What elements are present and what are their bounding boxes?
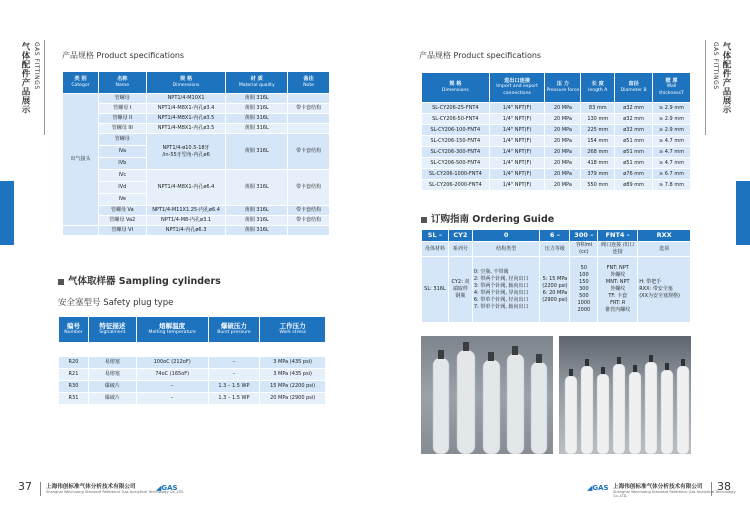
table-cell: 74oC (165oF) (136, 369, 208, 381)
table-cell: IVd (98, 182, 146, 194)
table-cell: IVb (98, 158, 146, 170)
table-cell: 1/4" NPT(F) (489, 147, 545, 158)
col-name: 名称 Name (98, 72, 146, 94)
col-connections: 进出口连接 Import and export connections (489, 73, 545, 103)
company-name-en: Shanghai Weichuang Standard Reference Gas Analytical Technology Co.,LTD. (46, 490, 185, 494)
table-cell: 1.3 – 1.5 WP (208, 393, 260, 405)
gas-logo (156, 484, 178, 492)
table-cell: 爆破片 (88, 393, 136, 405)
table-cell: 20 MPa (545, 136, 581, 147)
sampling-cylinders-photo-right (559, 336, 691, 454)
table-cell: 黄铜 316L (226, 134, 288, 170)
table-cell: 爆破片 (88, 381, 136, 393)
table-cell: 20 MPa (545, 169, 581, 180)
table-cell: 20 MPa (545, 158, 581, 169)
table-cell: 管螺母 III (98, 124, 146, 134)
table-cell: 管螺母 VI (98, 226, 146, 236)
table-cell (288, 124, 330, 134)
col-category: 类 别 Categor (63, 72, 99, 94)
side-title-en-text: GAS FITTINGS (712, 42, 719, 90)
right-page (375, 0, 750, 512)
table-cell: 带卡套结构 (288, 216, 330, 226)
label-cell: 压力等级 (540, 242, 570, 257)
connection-line: TF: 卡套 (608, 293, 628, 299)
table-row (422, 136, 691, 147)
table-cell: NPT1/4-M10X1 (146, 94, 226, 104)
order-heading (421, 211, 554, 225)
volume-line: 1000 (577, 300, 591, 306)
label-cell: 阀口连接 /出口连接 (598, 242, 638, 257)
code-series: CY2 (448, 230, 472, 242)
spacer-row (59, 343, 326, 357)
square-bullet-icon (58, 279, 64, 285)
table-cell: 管螺母 I (98, 104, 146, 114)
table-cell: NPT1/4-M8X1-内孔ø3.4 (146, 104, 226, 114)
structure-line: 3: 带两个针阀, 轴向出口 (473, 282, 529, 289)
structure-line: 0: 空瓶, 不带阀 (473, 268, 509, 275)
table-cell: ø76 mm (615, 169, 653, 180)
page-number: 38 (717, 480, 731, 493)
blue-edge-tab (736, 181, 750, 245)
table-row (422, 125, 691, 136)
table-cell: R20 (59, 357, 89, 369)
logo-mark-icon: ◢ (587, 484, 593, 492)
table-row (422, 158, 691, 169)
table-cell: ø51 mm (615, 136, 653, 147)
table-cell: 225 mm (581, 125, 615, 136)
table-cell: 管螺母 Va (98, 206, 146, 216)
table-cell: R21 (59, 369, 89, 381)
safety-plug-table (58, 316, 326, 405)
table-cell: 20 MPa (2900 psi) (260, 393, 326, 405)
pressure-line: 6: 20 MPa (542, 289, 568, 296)
table-cell: 管螺母 Va2 (98, 216, 146, 226)
table-cell: 1/4" NPT(F) (489, 103, 545, 114)
table-row (422, 103, 691, 114)
connection-line: MNT: NPT (605, 279, 630, 285)
series-cell: CY2: 双端取样 钢瓶 (448, 257, 472, 323)
table-cell: 1/4" NPT(F) (489, 114, 545, 125)
structure-line: 2: 带两个针阀, 径向出口 (473, 275, 529, 282)
table-cell: – (208, 369, 260, 381)
table-cell: ≥ 4.7 mm (653, 158, 691, 169)
table-cell: 带卡套结构 (288, 206, 330, 216)
footer (613, 482, 750, 498)
side-title (20, 42, 30, 114)
options-line: H: 带把手 (639, 279, 662, 285)
table-cell: SL-CY206-50-FNT4 (422, 114, 490, 125)
table-cell: SL-CY206-300-FNT4 (422, 147, 490, 158)
square-bullet-icon (421, 217, 427, 223)
col-length: 长 度 length A (581, 73, 615, 103)
gas-logo (587, 484, 609, 492)
table-cell: 黄铜 316L (226, 114, 288, 124)
table-cell: 15 MPa (2200 psi) (260, 381, 326, 393)
table-cell: 管螺母 (98, 94, 146, 104)
table-cell: 1/4" NPT(F) (489, 136, 545, 147)
table-cell: R31 (59, 393, 89, 405)
table-cell: 带卡套结构 (288, 104, 330, 114)
table-row (422, 114, 691, 125)
table-cell: SL-CY206-1000-FNT4 (422, 169, 490, 180)
options-line: RXX: 带安全塞 (639, 286, 673, 292)
table-cell: ≥ 4.7 mm (653, 147, 691, 158)
table-cell: ø32 mm (615, 103, 653, 114)
side-title (721, 42, 731, 114)
connection-line: 锥管内螺纹 (605, 307, 631, 313)
table-cell: 379 mm (581, 169, 615, 180)
col-signalment: 特征描述 Signalment (88, 317, 136, 343)
table-cell: ø32 mm (615, 125, 653, 136)
table-cell: ≥ 2.9 mm (653, 125, 691, 136)
table-cell: 黄铜 316L (226, 206, 288, 216)
company-name: 上海伟创标准气体分析技术有限公司 (613, 484, 703, 490)
table-cell: SL-CY206-25-FNT4 (422, 103, 490, 114)
table-cell: – (136, 381, 208, 393)
cylinders-image (559, 336, 691, 454)
table-cell: 154 mm (581, 136, 615, 147)
table-cell: NPT1/4-M11X1.25-内孔ø6.4 (146, 206, 226, 216)
side-title-en (710, 42, 720, 90)
col-dimensions: 规 格 Dimensions (146, 72, 226, 94)
table-cell: 管螺母 (98, 134, 146, 146)
connection-line: 外螺纹 (610, 272, 626, 278)
table-cell: ø32 mm (615, 114, 653, 125)
cylinders-image (421, 336, 553, 454)
table-cell: 黄铜 316L (226, 226, 288, 236)
table-cell: ø51 mm (615, 158, 653, 169)
table-cell: 带卡套结构 (288, 170, 330, 206)
table-cell: 黄铜 316L (226, 104, 288, 114)
order-heading-text: 订购指南 Ordering Guide (431, 214, 555, 225)
table-cell: 黄铜 316L (226, 170, 288, 206)
volume-cell (570, 257, 598, 323)
table-cell: 20 MPa (545, 180, 581, 191)
table-cell: ≥ 7.8 mm (653, 180, 691, 191)
fitting-spec-table (62, 71, 330, 236)
side-rule (44, 40, 45, 135)
table-cell: 1/4" NPT(F) (489, 180, 545, 191)
table-cell: NPT1/4-M8X1-内孔ø3.5 (146, 114, 226, 124)
table-cell: ≥ 4.7 mm (653, 136, 691, 147)
code-pressure: 6 – (540, 230, 570, 242)
table-cell: 3 MPa (435 psi) (260, 369, 326, 381)
category-cell: 出气接头 (63, 94, 99, 226)
sampling-heading-text: 气体取样器 Sampling cylinders (68, 276, 221, 287)
table-cell: ≥ 2.9 mm (653, 103, 691, 114)
logo-mark-icon: ◢ (156, 484, 162, 492)
table-cell: – (136, 393, 208, 405)
side-title-cn: 气体配件产品展示 (721, 42, 731, 114)
table-cell: IVa (98, 146, 146, 158)
label-cell: 母体材料 (422, 242, 449, 257)
side-title-en (31, 42, 41, 90)
table-cell: SL-CY206-2000-FNT4 (422, 180, 490, 191)
volume-line: 300 (579, 286, 589, 292)
table-cell: 易熔塞 (88, 357, 136, 369)
table-cell: 20 MPa (545, 103, 581, 114)
table-cell: ø89 mm (615, 180, 653, 191)
label-cell: 结构类型 (472, 242, 540, 257)
table-cell: IVe (98, 194, 146, 206)
code-connection: FNT4 – (598, 230, 638, 242)
spec-heading: 产品规格 Product specifications (419, 51, 542, 60)
col-dimensions: 规 格 Dimensions (422, 73, 490, 103)
pressure-cell (540, 257, 570, 323)
structure-cell (472, 257, 540, 323)
code-material: SL – (422, 230, 449, 242)
volume-line: 100 (579, 272, 589, 278)
volume-line: 500 (579, 293, 589, 299)
table-row (422, 180, 691, 191)
company-name-en: Shanghai Weichuang Standard Reference Gas Analytical Technology Co.,LTD. (613, 490, 736, 498)
label-cell: 系列号 (448, 242, 472, 257)
connection-cell (598, 257, 638, 323)
table-cell: 黄铜 316L (226, 124, 288, 134)
volume-line: 2000 (577, 307, 591, 313)
col-melting: 熔解温度 Melting temperature (136, 317, 208, 343)
table-cell: NPT1/4-M8X1-内孔ø3.5 (146, 124, 226, 134)
code-structure: 0 (472, 230, 540, 242)
pressure-line: (2900 psi) (542, 296, 568, 303)
col-note: 备注 Note (288, 72, 330, 94)
table-cell: 20 MPa (545, 125, 581, 136)
connection-line: 外螺纹 (610, 286, 626, 292)
table-cell (146, 134, 226, 170)
table-cell: 83 mm (581, 103, 615, 114)
table-cell: SL-CY206-100-FNT4 (422, 125, 490, 136)
table-cell: 130 mm (581, 114, 615, 125)
col-burst: 爆破压力 Burst pressure (208, 317, 260, 343)
sampling-cylinders-photo-left (421, 336, 553, 454)
table-cell: 20 MPa (545, 114, 581, 125)
table-cell: SL-CY206-500-FNT4 (422, 158, 490, 169)
table-cell: NPT1/4-M8-内孔ø3.1 (146, 216, 226, 226)
table-cell: NPT1/4-内孔ø6.3 (146, 226, 226, 236)
table-cell: 管螺母 II (98, 114, 146, 124)
table-cell: ø51 mm (615, 147, 653, 158)
table-cell (288, 226, 330, 236)
side-title-en-text: GAS FITTINGS (33, 42, 40, 90)
code-options: RXX (638, 230, 691, 242)
structure-line: 7: 带单个针阀, 轴向出口 (473, 303, 529, 310)
side-title-cn: 气体配件产品展示 (20, 42, 30, 114)
table-cell: ≥ 2.9 mm (653, 114, 691, 125)
side-rule (705, 40, 706, 135)
table-cell: 1/4" NPT(F) (489, 169, 545, 180)
table-cell: IVc (98, 170, 146, 182)
table-cell: – (208, 357, 260, 369)
blue-edge-tab (0, 181, 14, 245)
cylinder-spec-table (421, 72, 691, 191)
table-cell: R30 (59, 381, 89, 393)
page-number: 37 (18, 480, 32, 493)
table-cell: 带卡套结构 (288, 134, 330, 170)
connection-line: FRT: R (610, 300, 626, 306)
plug-heading: 安全塞型号 Safety plug type (58, 298, 174, 308)
label-cell: 选项 (638, 242, 691, 257)
table-cell: 268 mm (581, 147, 615, 158)
table-cell: 100oC (212oF) (136, 357, 208, 369)
col-material: 材 质 Material quality (226, 72, 288, 94)
table-cell: 易熔塞 (88, 369, 136, 381)
table-row (422, 169, 691, 180)
options-cell (638, 257, 691, 323)
table-cell: 3 MPa (435 psi) (260, 357, 326, 369)
options-line: (XX为安全塞规格) (639, 293, 680, 299)
col-diameter: 直径 Diameter B (615, 73, 653, 103)
volume-line: 150 (579, 279, 589, 285)
col-wall: 壁 厚 Wall thicknessT (653, 73, 691, 103)
sampling-heading (58, 273, 221, 287)
table-cell: 黄铜 316L (226, 216, 288, 226)
logo-text: GAS (592, 484, 609, 492)
table-cell: NPT1/4-M8X1-内孔ø6.4 (146, 170, 226, 206)
dim-line: NPT1/4-ø10.5-18牙 (162, 144, 210, 151)
pressure-line: 5: 15 MPa (542, 275, 568, 282)
table-cell (63, 226, 99, 236)
table-cell: 418 mm (581, 158, 615, 169)
footer-divider (40, 482, 41, 496)
structure-line: 4: 带两个针阀, 异向出口 (473, 289, 529, 296)
col-pressure: 压 力 Pressure force (545, 73, 581, 103)
connection-line: FNT: NPT (606, 265, 629, 271)
table-row (422, 147, 691, 158)
company-name: 上海伟创标准气体分析技术有限公司 (46, 484, 136, 490)
dim-line: /in-55牙型角-内孔ø6 (162, 151, 210, 158)
structure-line: 6: 带单个针阀, 径向出口 (473, 296, 529, 303)
volume-line: 50 (580, 265, 588, 271)
table-cell: 20 MPa (545, 147, 581, 158)
logo-text: GAS (161, 484, 178, 492)
table-cell: 黄铜 316L (226, 94, 288, 104)
code-volume: 300 – (570, 230, 598, 242)
table-cell: ≥ 6.7 mm (653, 169, 691, 180)
table-cell: 550 mm (581, 180, 615, 191)
table-cell: 1.3 – 1.5 WP (208, 381, 260, 393)
ordering-guide-table (421, 229, 691, 323)
label-cell: 容积ml (cc) (570, 242, 598, 257)
table-cell: SL-CY206-150-FNT4 (422, 136, 490, 147)
table-cell (288, 114, 330, 124)
pressure-line: (2200 psi) (542, 282, 568, 289)
table-cell: 1/4" NPT(F) (489, 158, 545, 169)
col-number: 编号 Number (59, 317, 89, 343)
col-work: 工作压力 Work stress (260, 317, 326, 343)
material-cell: SL: 316L (422, 257, 449, 323)
spec-heading: 产品规格 Product specifications (62, 51, 185, 60)
table-cell: 1/4" NPT(F) (489, 125, 545, 136)
table-cell (288, 94, 330, 104)
cylinder-rows (422, 103, 691, 191)
